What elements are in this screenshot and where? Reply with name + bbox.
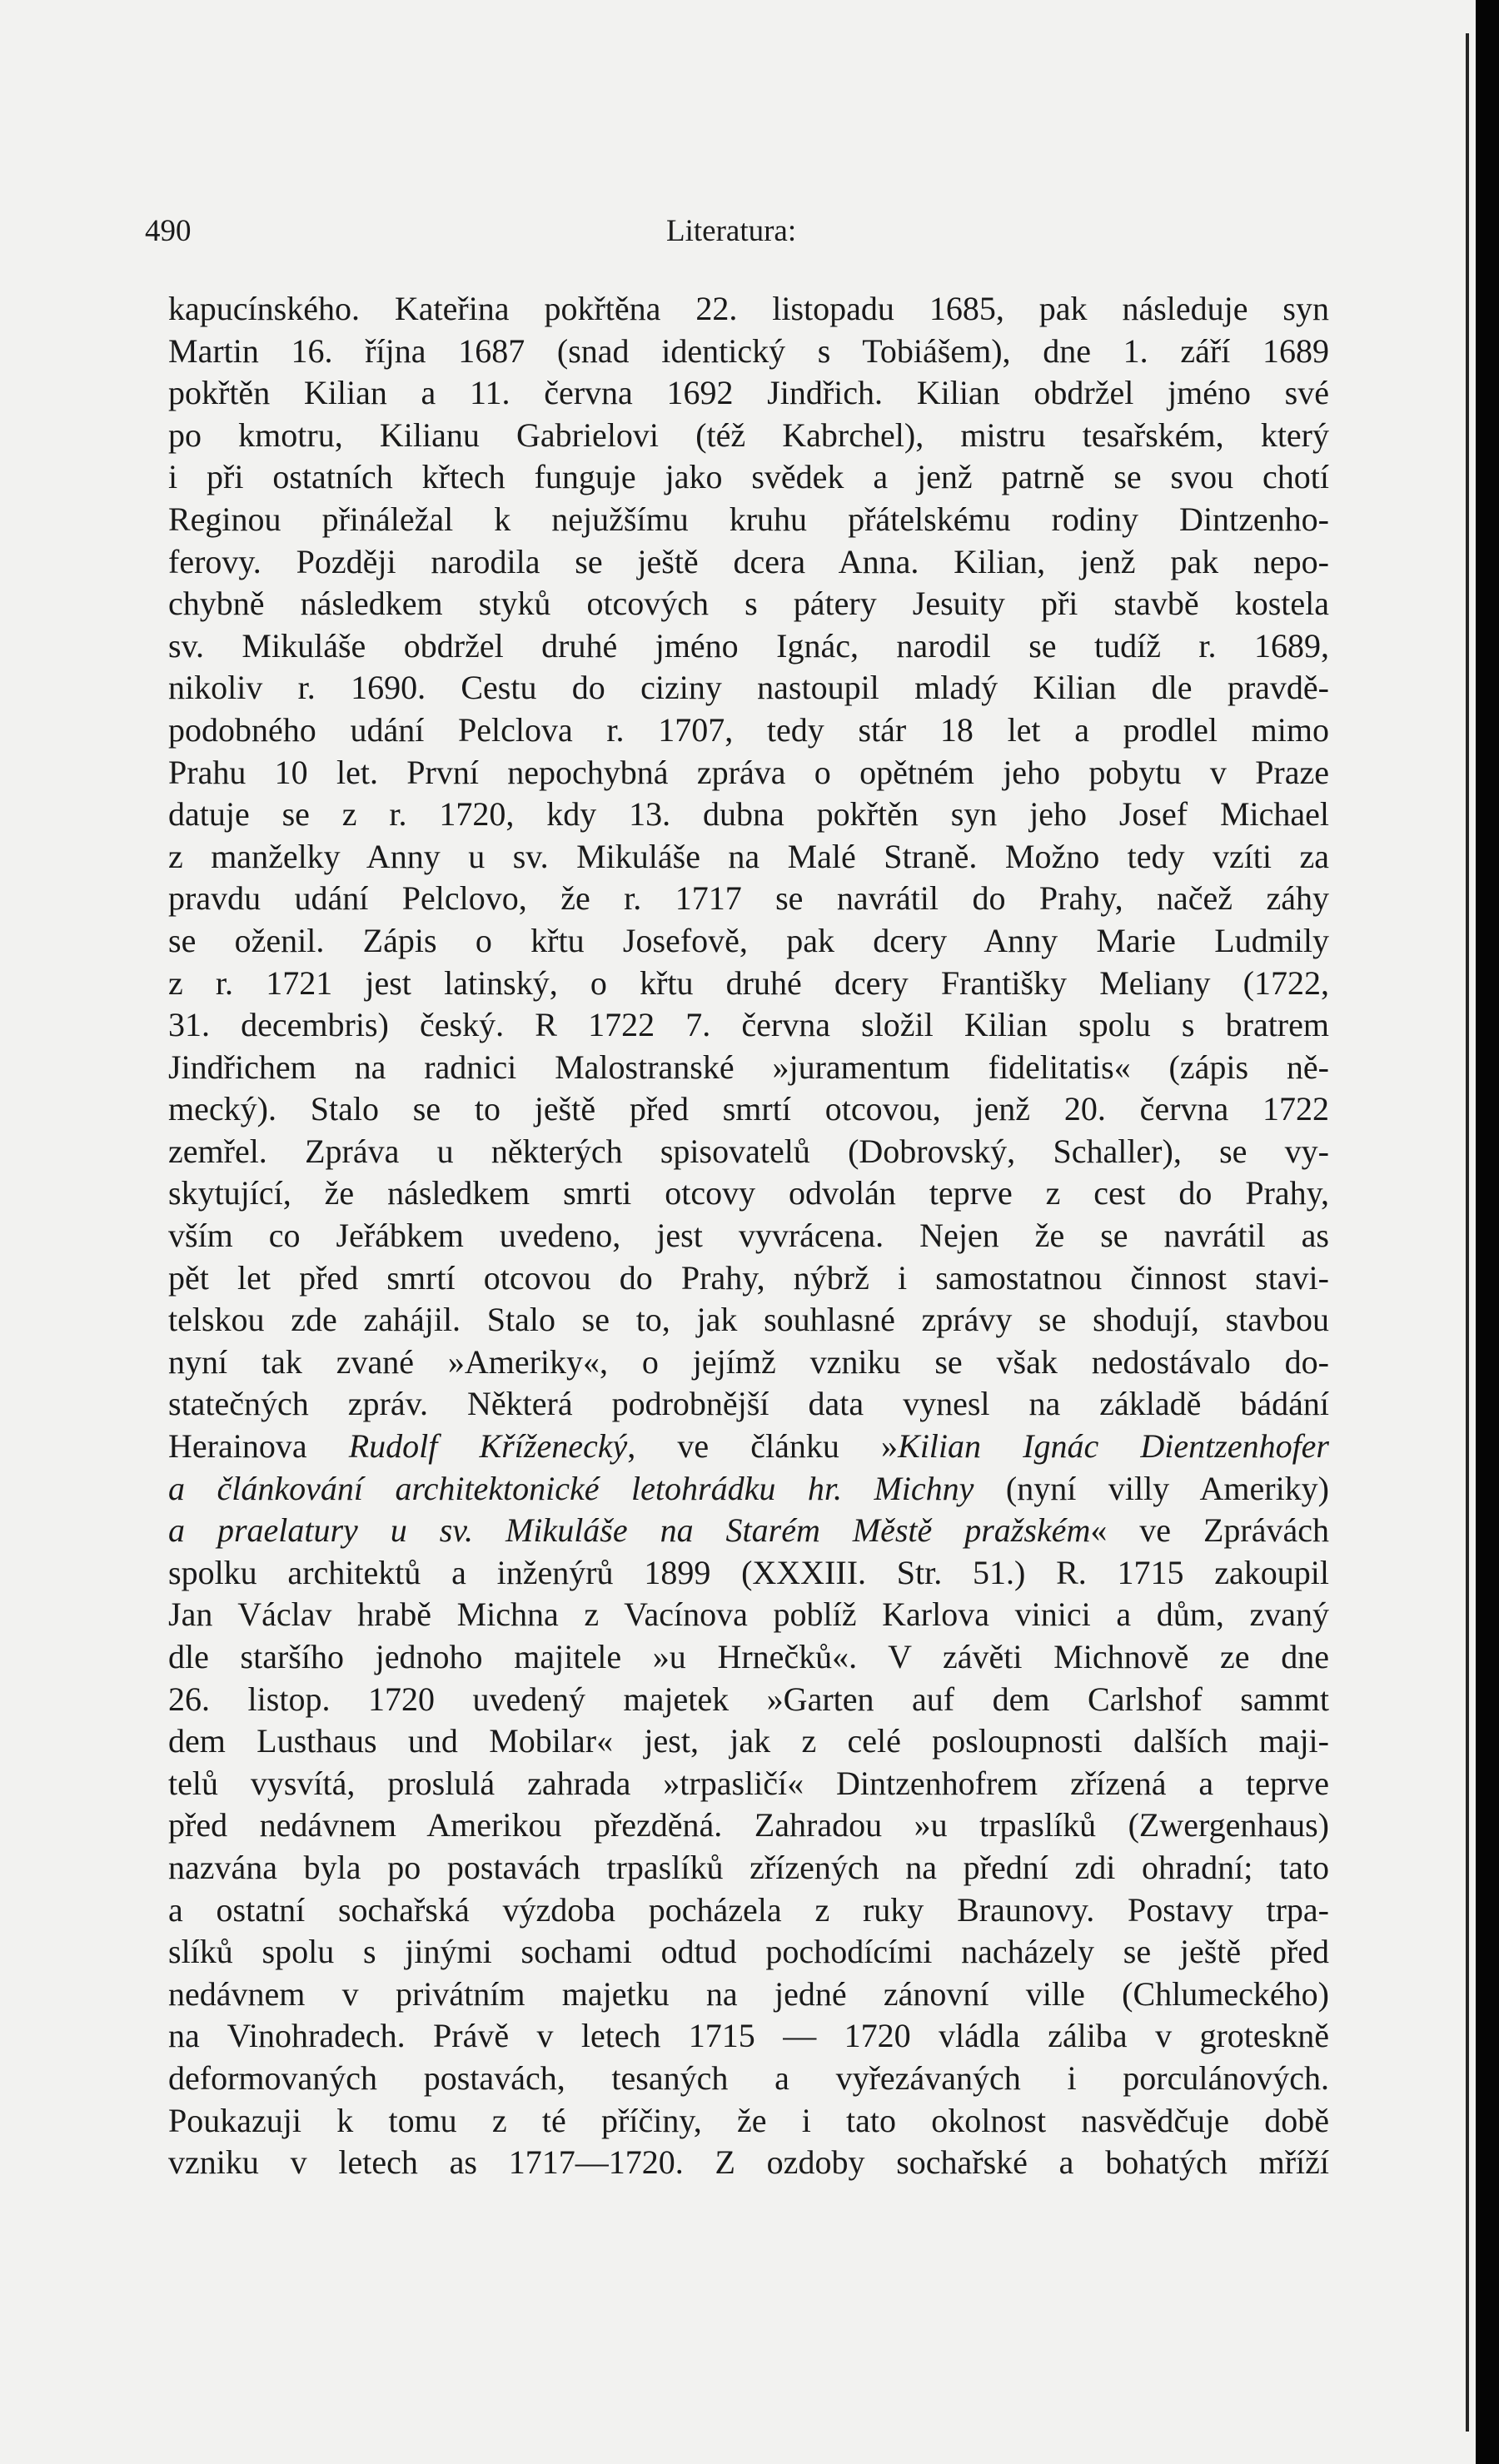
text-segment: mecký). Stalo se to ještě před smrtí otcovou, jenž 20. června 1722 — [168, 1090, 1329, 1128]
text-segment: Poukazuji k tomu z té příčiny, že i tato okolnost nasvědčuje době — [168, 2101, 1329, 2139]
text-segment: kapucínského. Kateřina pokřtěna 22. listopadu 1685, pak následuje syn — [168, 290, 1329, 327]
text-segment: Martin 16. října 1687 (snad identický s Tobiášem), dne 1. září 1689 — [168, 331, 1329, 370]
page-number: 490 — [145, 214, 192, 248]
text-segment: telů vysvítá, proslulá zahrada »trpasličí« Dintzenhofrem zřízená a teprve — [168, 1764, 1329, 1802]
text-line — [168, 2058, 1329, 2100]
text-line — [168, 1047, 1329, 1089]
text-segment: (nyní villy Ameriky) — [974, 1469, 1329, 1507]
text-segment: nazvána byla po postavách trpaslíků zřízených na přední zdi ohradní; tato — [168, 1848, 1329, 1886]
text-line — [168, 456, 1329, 499]
text-segment: slíků spolu s jinými sochami odtud pochodícími nacházely se ještě před — [168, 1933, 1329, 1971]
text-line — [168, 1552, 1329, 1595]
text-line — [168, 1299, 1329, 1342]
text-segment: Jindřichem na radnici Malostranské »juramentum fidelitatis« (zápis ně- — [168, 1048, 1329, 1086]
text-line — [168, 499, 1329, 541]
text-segment: chybně následkem styků otcových s pátery Jesuity při stavbě kostela — [168, 585, 1329, 623]
text-line — [168, 1847, 1329, 1889]
text-line — [168, 1172, 1329, 1215]
text-line — [168, 541, 1329, 584]
text-segment: podobného udání Pelclova r. 1707, tedy stár 18 let a prodlel mimo — [168, 710, 1329, 749]
running-title: Literatura: — [666, 214, 797, 248]
text-segment: z r. 1721 jest latinský, o křtu druhé dcery Františky Meliany (1722, — [168, 963, 1329, 1002]
text-segment: sv. Mikuláše obdržel druhé jméno Ignác, narodil se tudíž r. 1689, — [168, 626, 1329, 665]
text-line — [168, 878, 1329, 920]
text-segment: deformovaných postavách, tesaných a vyřezávaných i porculánových. — [168, 2058, 1329, 2097]
text-line — [168, 963, 1329, 1005]
text-segment: spolku architektů a inženýrů 1899 (XXXIII. Str. 51.) R. 1715 zakoupil — [168, 1553, 1329, 1591]
text-line — [168, 1004, 1329, 1047]
text-segment: telskou zde zahájil. Stalo se to, jak souhlasné zprávy se shodují, stavbou — [168, 1301, 1329, 1339]
text-line — [168, 1215, 1329, 1257]
text-line — [168, 1383, 1329, 1426]
italic-text-segment: a praelatury u sv. Mikuláše na Starém Městě pražském — [168, 1511, 1091, 1550]
page-header — [0, 213, 1476, 255]
text-segment: , ve článku » — [627, 1427, 899, 1466]
text-segment: zemřel. Zpráva u některých spisovatelů (Dobrovský, Schaller), se vy- — [168, 1132, 1329, 1170]
text-line — [168, 1804, 1329, 1847]
text-line — [168, 583, 1329, 625]
italic-text-segment: Rudolf Kříženecký — [348, 1427, 628, 1466]
text-line — [168, 1468, 1329, 1511]
text-segment: z manželky Anny u sv. Mikuláše na Malé Straně. Možno tedy vzíti za — [168, 837, 1329, 875]
text-line — [168, 1594, 1329, 1636]
text-segment: Herainova — [168, 1427, 349, 1466]
text-segment: pravdu udání Pelclovo, že r. 1717 se navrátil do Prahy, načež záhy — [168, 879, 1329, 918]
text-line — [168, 1636, 1329, 1679]
text-segment: datuje se z r. 1720, kdy 13. dubna pokřtěn syn jeho Josef Michael — [168, 795, 1329, 834]
italic-text-segment: a článkování architektonické letohrádku hr. Michny — [168, 1469, 974, 1507]
text-segment: a ostatní sochařská výzdoba pocházela z ruky Braunovy. Postavy trpa- — [168, 1890, 1329, 1929]
text-line — [168, 794, 1329, 836]
text-line — [168, 1510, 1329, 1552]
text-segment: dem Lusthaus und Mobilar« jest, jak z celé posloupnosti dalších maji- — [168, 1722, 1329, 1760]
text-line — [168, 1426, 1329, 1468]
text-segment: pokřtěn Kilian a 11. června 1692 Jindřich. Kilian obdržel jméno své — [168, 374, 1329, 412]
text-segment: 31. decembris) český. R 1722 7. června složil Kilian spolu s bratrem — [168, 1006, 1329, 1044]
text-line — [168, 1720, 1329, 1763]
text-segment: i při ostatních křtech funguje jako svědek a jenž patrně se svou chotí — [168, 458, 1329, 496]
text-segment: se oženil. Zápis o křtu Josefově, pak dcery Anny Marie Ludmily — [168, 921, 1329, 959]
text-segment: nyní tak zvané »Ameriky«, o jejímž vzniku se však nedostávalo do- — [168, 1342, 1329, 1381]
text-segment: vzniku v letech as 1717—1720. Z ozdoby sochařské a bohatých mříží — [168, 2143, 1329, 2182]
text-segment: ferovy. Později narodila se ještě dcera Anna. Kilian, jenž pak nepo- — [168, 542, 1329, 580]
text-segment: nikoliv r. 1690. Cestu do ciziny nastoupil mladý Kilian dle pravdě- — [168, 669, 1329, 707]
text-line — [168, 1342, 1329, 1384]
text-line — [168, 288, 1329, 331]
text-line — [168, 1931, 1329, 1974]
body-text — [168, 288, 1329, 2184]
text-line — [168, 709, 1329, 752]
text-line — [168, 667, 1329, 709]
text-line — [168, 1088, 1329, 1131]
text-segment: na Vinohradech. Právě v letech 1715 — 1720 vládla záliba v groteskně — [168, 2017, 1329, 2055]
text-line — [168, 752, 1329, 794]
text-segment: po kmotru, Kilianu Gabrielovi (též Kabrchel), mistru tesařském, který — [168, 416, 1329, 454]
text-line — [168, 2142, 1329, 2184]
text-line — [168, 625, 1329, 668]
italic-text-segment: Kilian Ignác Dientzenhofer — [898, 1427, 1330, 1466]
text-segment: statečných zpráv. Některá podrobnější data vynesl na základě bádání — [168, 1385, 1329, 1423]
text-segment: 26. listop. 1720 uvedený majetek »Garten auf dem Carlshof sammt — [168, 1680, 1329, 1718]
text-line — [168, 2015, 1329, 2058]
text-line — [168, 920, 1329, 963]
text-line — [168, 1974, 1329, 2016]
text-segment: « ve Zprávách — [1090, 1511, 1329, 1550]
text-line — [168, 1131, 1329, 1173]
text-line — [168, 2100, 1329, 2143]
text-segment: Prahu 10 let. První nepochybná zpráva o opětném jeho pobytu v Praze — [168, 753, 1329, 791]
text-segment: Reginou přináležal k nejužšímu kruhu přátelskému rodiny Dintzenho- — [168, 500, 1329, 538]
text-line — [168, 1889, 1329, 1932]
page-edge-line — [1466, 33, 1469, 2432]
text-segment: vším co Jeřábkem uvedeno, jest vyvrácena. Nejen že se navrátil as — [168, 1217, 1329, 1255]
text-segment: skytující, že následkem smrti otcovy odvolán teprve z cest do Prahy, — [168, 1174, 1329, 1212]
scan-edge-border — [1476, 0, 1499, 2464]
text-line — [168, 331, 1329, 373]
text-segment: dle staršího jednoho majitele »u Hrnečků«. V závěti Michnově ze dne — [168, 1638, 1329, 1675]
text-segment: nedávnem v privátním majetku na jedné zánovní ville (Chlumeckého) — [168, 1974, 1329, 2013]
text-line — [168, 372, 1329, 415]
text-line — [168, 415, 1329, 457]
text-segment: před nedávnem Amerikou přezděná. Zahradou »u trpaslíků (Zwergenhaus) — [168, 1806, 1329, 1844]
text-line — [168, 836, 1329, 879]
text-line — [168, 1679, 1329, 1721]
text-line — [168, 1257, 1329, 1300]
text-segment: pět let před smrtí otcovou do Prahy, nýbrž i samostatnou činnost stavi- — [168, 1258, 1329, 1297]
text-line — [168, 1763, 1329, 1805]
text-segment: Jan Václav hrabě Michna z Vacínova poblíž Karlova vinici a dům, zvaný — [168, 1595, 1329, 1634]
